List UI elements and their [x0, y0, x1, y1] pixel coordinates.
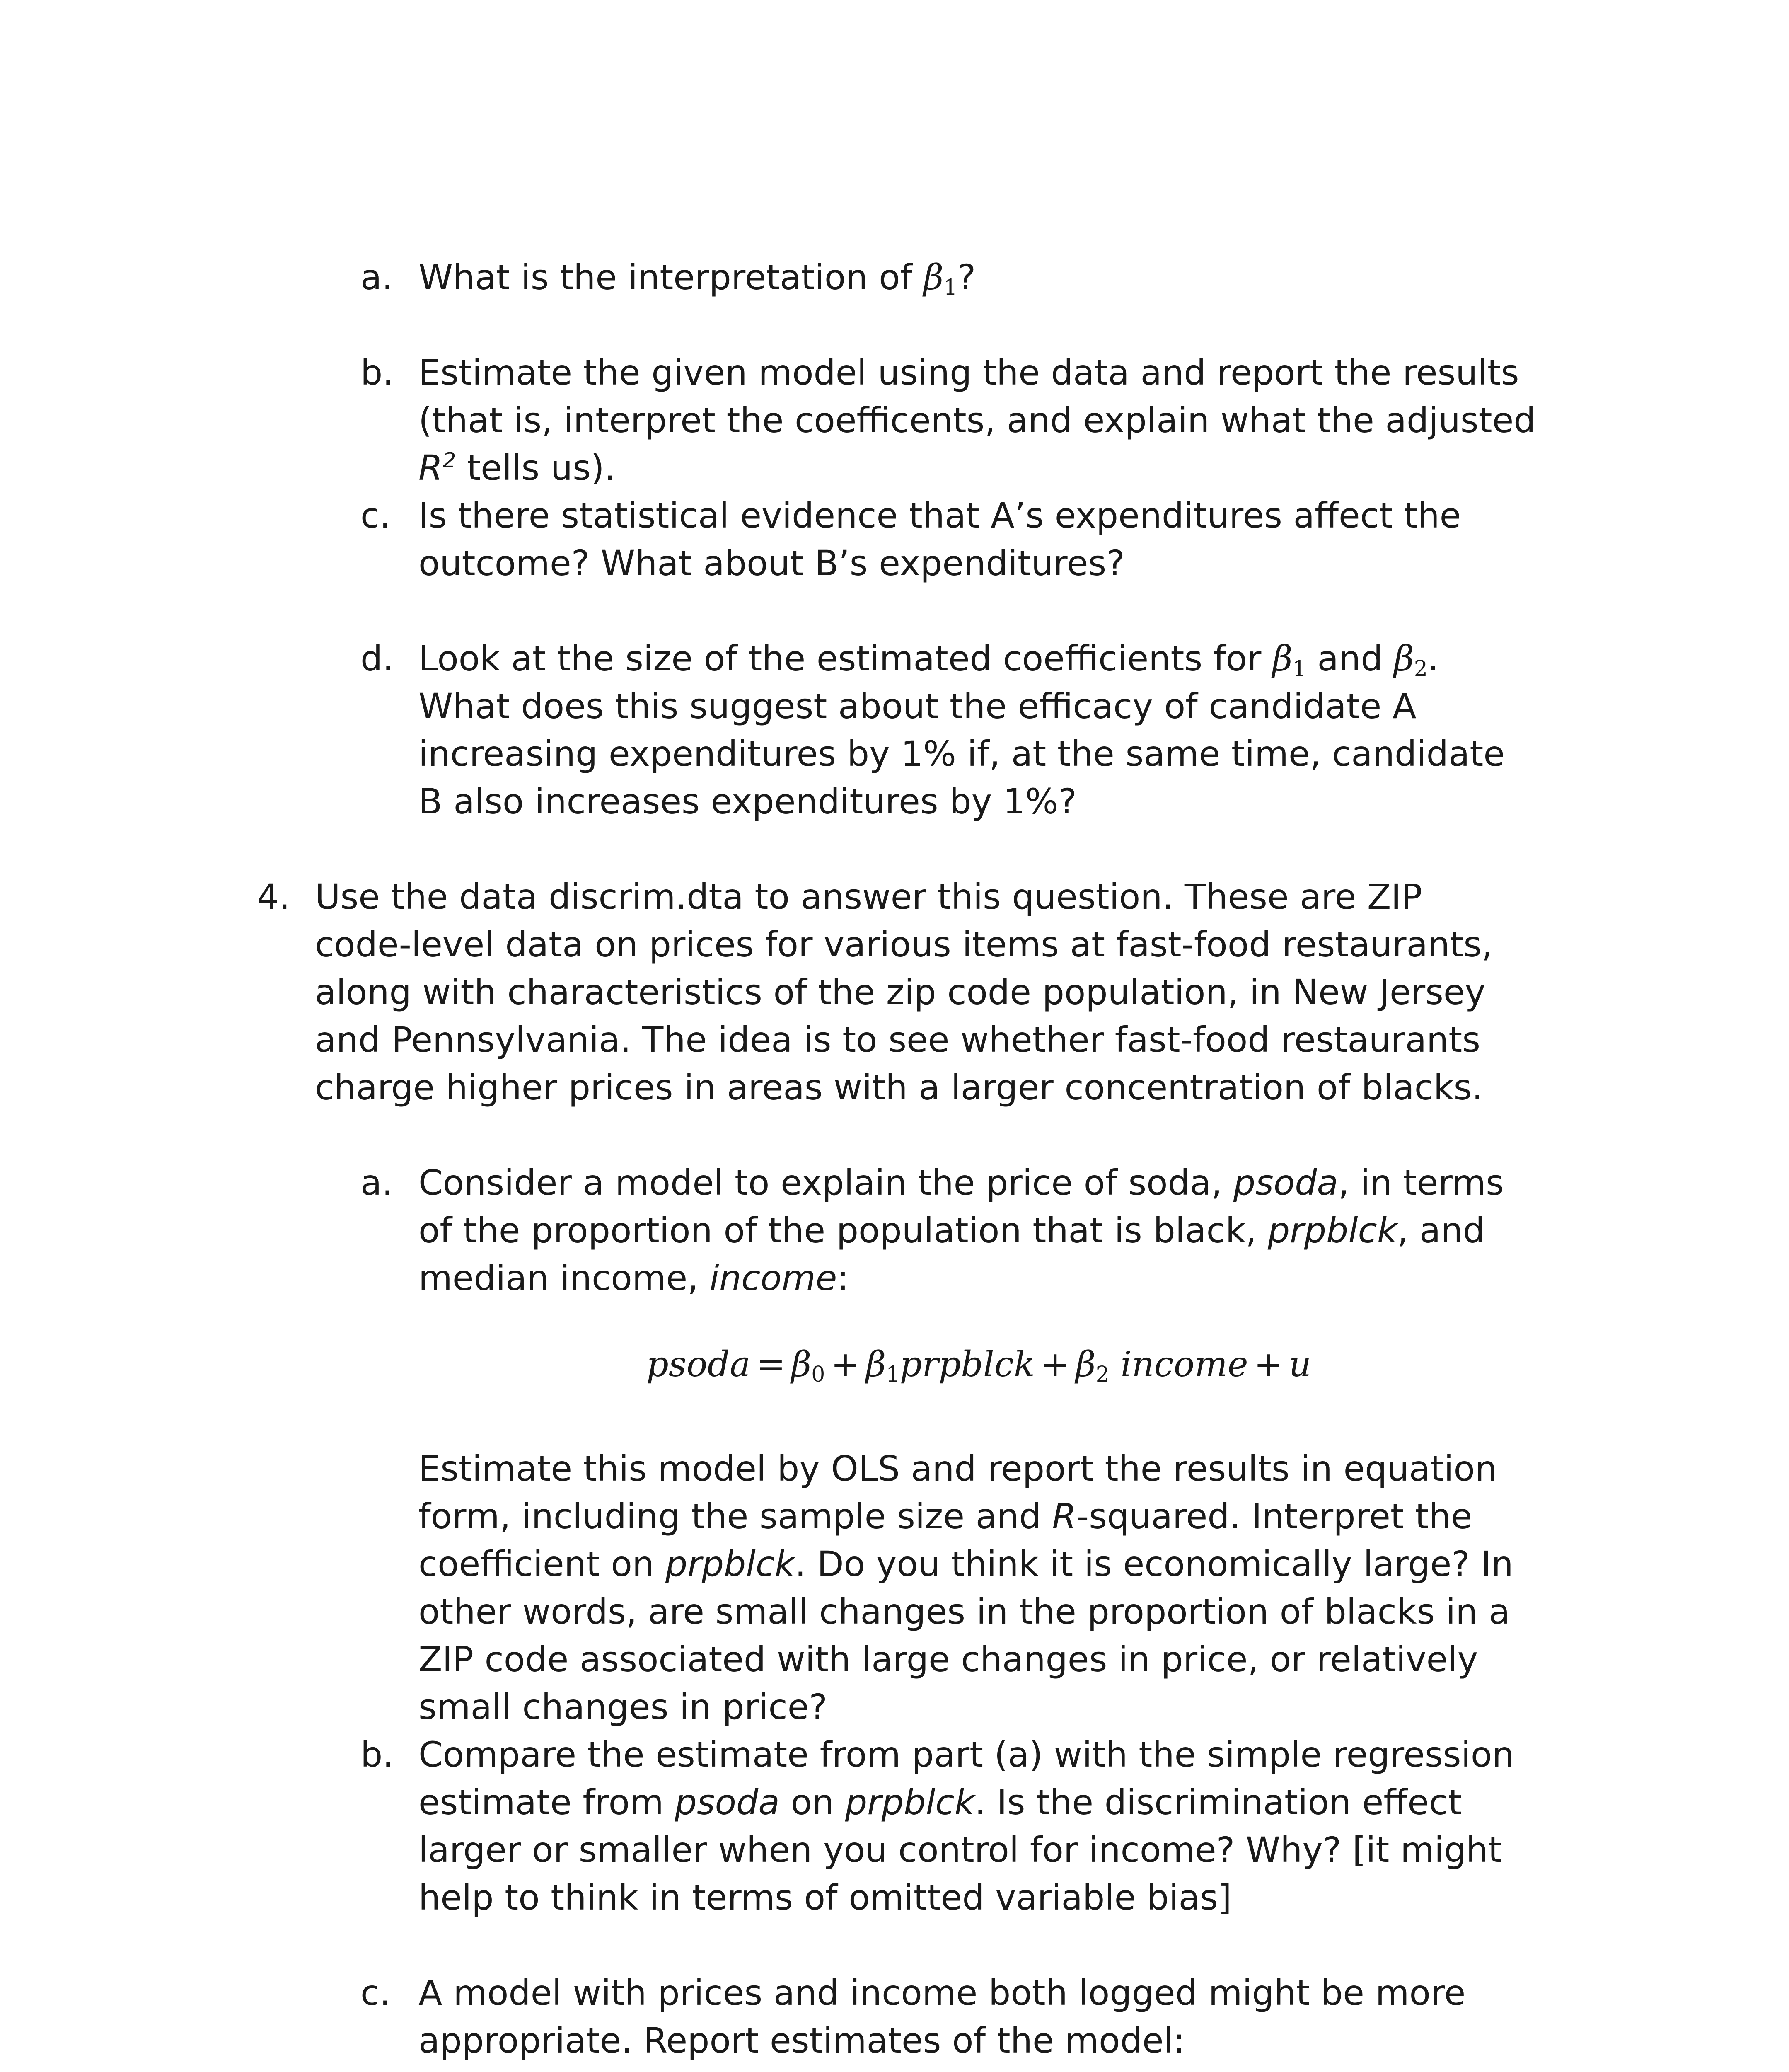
item-marker-4c: c.	[360, 1973, 391, 2013]
question-4a: Consider a model to explain the price of soda, psoda, in terms of the proportion of the population that is black, prpblck, and median income, income:	[418, 1162, 1504, 1298]
question-4-intro: Use the data discrim.dta to answer this question. These are ZIP code-level data on prices for various items at fast-food restaurants, along with characteristics of the zip code population, in New Jersey and Pennsylvania. The idea is to see whether fast-food restaurants charge higher prices in areas with a larger concentration of blacks.	[315, 876, 1493, 1108]
item-marker-4a: a.	[360, 1162, 393, 1203]
item-marker-4: 4.	[257, 876, 290, 917]
question-4a-instructions: Estimate this model by OLS and report the results in equation form, including the sample size and R-squared. Interpret the coefficient on prpblck. Do you think it is economically large? In other words, are small changes in the proportion of blacks in a ZIP code associated with large changes in price, or relatively small changes in price?	[418, 1448, 1513, 1727]
beta-symbol: $\beta_1$	[923, 257, 957, 300]
item-marker-3d: d.	[360, 638, 394, 679]
question-3c: Is there statistical evidence that A’s expenditures affect the outcome? What about B’s expenditures?	[418, 495, 1461, 583]
question-4c: A model with prices and income both logged might be more appropriate. Report estimates of the model:	[418, 1973, 1466, 2061]
question-4b: Compare the estimate from part (a) with the simple regression estimate from psoda on prpblck. Is the discrimination effect larger or smaller when you control for income? Why? [it might help to think in terms of omitted variable bias]	[418, 1734, 1514, 1918]
item-marker-4b: b.	[360, 1734, 394, 1775]
item-marker-3c: c.	[360, 495, 391, 536]
item-marker-3b: b.	[360, 352, 394, 393]
beta-symbol: $\beta_1$	[1272, 638, 1306, 682]
question-3a: What is the interpretation of $\beta_1$?	[418, 257, 976, 300]
question-3b: Estimate the given model using the data and report the results (that is, interpret the coefficents, and explain what the adjusted $R^2$ tells us).	[418, 352, 1536, 488]
beta-symbol: $\beta_2$	[1394, 638, 1428, 682]
question-3d: Look at the size of the estimated coefficients for $\beta_1$ and $\beta_2$. What does this suggest about the efficacy of candidate A increasing expenditures by 1% if, at the same time, candidate B also increases expenditures by 1%?	[418, 638, 1505, 822]
regression-equation: psoda = $\beta_0$ + $\beta_1prpblck + \beta_2$ income + u	[646, 1344, 1312, 1387]
item-marker-3a: a.	[360, 257, 393, 298]
